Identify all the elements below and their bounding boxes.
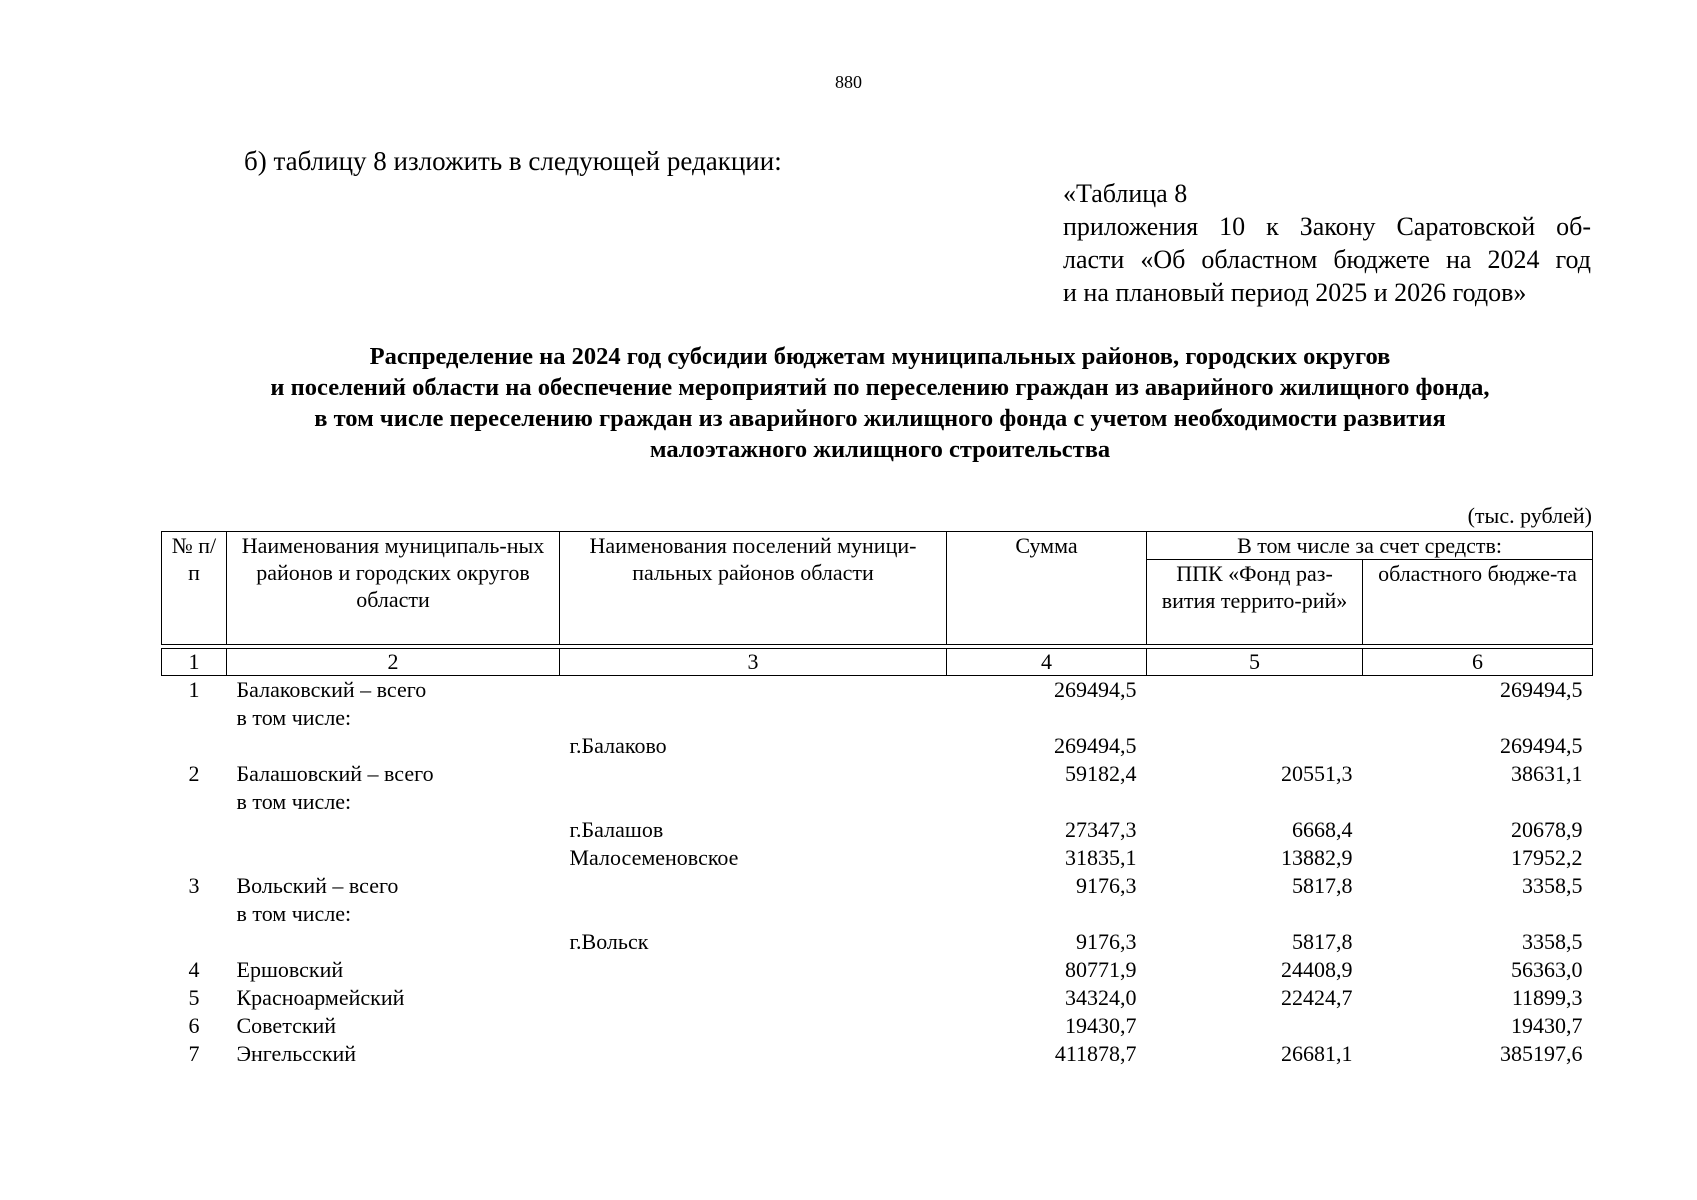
fund-value <box>1147 676 1363 705</box>
table-row <box>162 900 1593 928</box>
column-number-row <box>162 649 1593 676</box>
appendix-line-4: и на плановый период 2025 и 2026 годов» <box>1063 278 1527 307</box>
table-row <box>162 984 1593 1012</box>
intro-text: б) таблицу 8 изложить в следующей редакции: <box>244 146 782 176</box>
settlement-name <box>560 1012 947 1040</box>
fund-value: 24408,9 <box>1281 957 1353 982</box>
fund-value: 6668,4 <box>1292 817 1353 842</box>
table-row <box>162 872 1593 900</box>
row-number: 1 <box>188 677 200 702</box>
table-row <box>162 1012 1593 1040</box>
row-number <box>162 816 227 844</box>
row-number: 2 <box>188 761 200 786</box>
header-settlement: Наименования поселений муници-пальных районов области <box>560 532 947 645</box>
settlement-name: г.Балашов <box>569 817 664 842</box>
sum-value <box>947 788 1147 816</box>
regional-value: 3358,5 <box>1522 929 1583 954</box>
sum-value: 269494,5 <box>1054 733 1137 758</box>
settlement-name: г.Вольск <box>569 929 649 954</box>
district-name: в том числе: <box>236 705 352 730</box>
header-regional: областного бюдже-та <box>1363 560 1593 645</box>
regional-value <box>1363 788 1593 816</box>
settlement-name: Малосеменовское <box>569 845 739 870</box>
sum-value: 59182,4 <box>1065 761 1137 786</box>
row-number <box>162 732 227 760</box>
sum-value: 269494,5 <box>1054 677 1137 702</box>
table-row <box>162 760 1593 788</box>
row-number <box>162 900 227 928</box>
sum-value: 31835,1 <box>1065 845 1137 870</box>
column-number: 4 <box>947 649 1147 676</box>
sum-value <box>947 704 1147 732</box>
page-number: 880 <box>835 72 862 92</box>
appendix-line-1: «Таблица 8 <box>1063 179 1188 208</box>
header-number: № п/п <box>162 532 227 645</box>
header-sum: Сумма <box>947 532 1147 645</box>
fund-value: 26681,1 <box>1281 1041 1353 1066</box>
table-row <box>162 1040 1593 1068</box>
title-line-4: малоэтажного жилищного строительства <box>649 436 1111 463</box>
sum-value: 19430,7 <box>1065 1013 1137 1038</box>
district-name <box>227 844 560 872</box>
table-row <box>162 816 1593 844</box>
district-name: Вольский – всего <box>236 873 399 898</box>
regional-value: 3358,5 <box>1522 873 1583 898</box>
fund-value <box>1147 704 1363 732</box>
sum-value: 9176,3 <box>1076 929 1137 954</box>
header-funding-group: В том числе за счет средств: <box>1147 532 1593 560</box>
sum-value: 34324,0 <box>1065 985 1137 1010</box>
appendix-line-2: приложения 10 к Закону Саратовской об- <box>1063 212 1591 241</box>
district-name: Балаковский – всего <box>236 677 427 702</box>
row-number <box>162 788 227 816</box>
sum-value: 27347,3 <box>1065 817 1137 842</box>
fund-value <box>1147 732 1363 760</box>
table-title <box>150 341 1610 465</box>
column-number: 5 <box>1147 649 1363 676</box>
fund-value: 5817,8 <box>1292 873 1353 898</box>
regional-value: 269494,5 <box>1500 677 1583 702</box>
row-number <box>162 704 227 732</box>
fund-value: 22424,7 <box>1281 985 1353 1010</box>
settlement-name <box>560 956 947 984</box>
fund-value <box>1147 1012 1363 1040</box>
district-name: Ершовский <box>236 957 344 982</box>
title-line-1: Распределение на 2024 год субсидии бюджетам муниципальных районов, городских округов <box>369 343 1391 370</box>
settlement-name <box>560 872 947 900</box>
district-name: Советский <box>236 1013 337 1038</box>
sum-value: 80771,9 <box>1065 957 1137 982</box>
header-fund: ППК «Фонд раз-вития террито-рий» <box>1147 560 1363 645</box>
settlement-name <box>560 760 947 788</box>
regional-value: 20678,9 <box>1511 817 1583 842</box>
table-header <box>162 532 1593 676</box>
regional-value: 38631,1 <box>1511 761 1583 786</box>
district-name: в том числе: <box>236 901 352 926</box>
fund-value: 13882,9 <box>1281 845 1353 870</box>
district-name <box>227 732 560 760</box>
regional-value <box>1363 704 1593 732</box>
settlement-name <box>560 704 947 732</box>
units-label: (тыс. рублей) <box>1467 503 1592 528</box>
district-name: Красноармейский <box>236 985 405 1010</box>
fund-value <box>1147 788 1363 816</box>
settlement-name <box>560 788 947 816</box>
header-district: Наименования муниципаль-ных районов и городских округов области <box>227 532 560 645</box>
row-number: 5 <box>188 985 200 1010</box>
regional-value: 11899,3 <box>1511 985 1583 1010</box>
column-number: 2 <box>227 649 560 676</box>
row-number: 6 <box>188 1013 200 1038</box>
table-row <box>162 788 1593 816</box>
settlement-name <box>560 676 947 705</box>
appendix-reference <box>1063 177 1591 309</box>
sum-value: 411878,7 <box>1054 1041 1137 1066</box>
row-number: 3 <box>188 873 200 898</box>
table-row <box>162 844 1593 872</box>
fund-value: 5817,8 <box>1292 929 1353 954</box>
regional-value: 56363,0 <box>1511 957 1583 982</box>
district-name: Балашовский – всего <box>236 761 434 786</box>
table-body <box>162 676 1593 1069</box>
table-row <box>162 956 1593 984</box>
fund-value: 20551,3 <box>1281 761 1353 786</box>
district-name <box>227 928 560 956</box>
regional-value: 385197,6 <box>1500 1041 1583 1066</box>
district-name: в том числе: <box>236 789 352 814</box>
table-row <box>162 704 1593 732</box>
title-line-2: и поселений области на обеспечение мероприятий по переселению граждан из аварийного жилищного фонда, <box>270 374 1490 401</box>
settlement-name: г.Балаково <box>569 733 667 758</box>
regional-value: 269494,5 <box>1500 733 1583 758</box>
sum-value: 9176,3 <box>1076 873 1137 898</box>
regional-value: 19430,7 <box>1511 1013 1583 1038</box>
row-number: 4 <box>188 957 200 982</box>
column-number: 3 <box>560 649 947 676</box>
table-row <box>162 928 1593 956</box>
regional-value: 17952,2 <box>1511 845 1583 870</box>
row-number: 7 <box>188 1041 200 1066</box>
appendix-line-3: ласти «Об областном бюджете на 2024 год <box>1063 245 1591 274</box>
fund-value <box>1147 900 1363 928</box>
settlement-name <box>560 1040 947 1068</box>
title-line-3: в том числе переселению граждан из аварийного жилищного фонда с учетом необходимости развития <box>314 405 1446 432</box>
column-number: 1 <box>162 649 227 676</box>
row-number <box>162 928 227 956</box>
table-row <box>162 732 1593 760</box>
district-name <box>227 816 560 844</box>
settlement-name <box>560 900 947 928</box>
row-number <box>162 844 227 872</box>
district-name: Энгельсский <box>236 1041 357 1066</box>
table-row <box>162 676 1593 705</box>
subsidy-table <box>161 531 1593 1068</box>
column-number: 6 <box>1363 649 1593 676</box>
settlement-name <box>560 984 947 1012</box>
sum-value <box>947 900 1147 928</box>
regional-value <box>1363 900 1593 928</box>
